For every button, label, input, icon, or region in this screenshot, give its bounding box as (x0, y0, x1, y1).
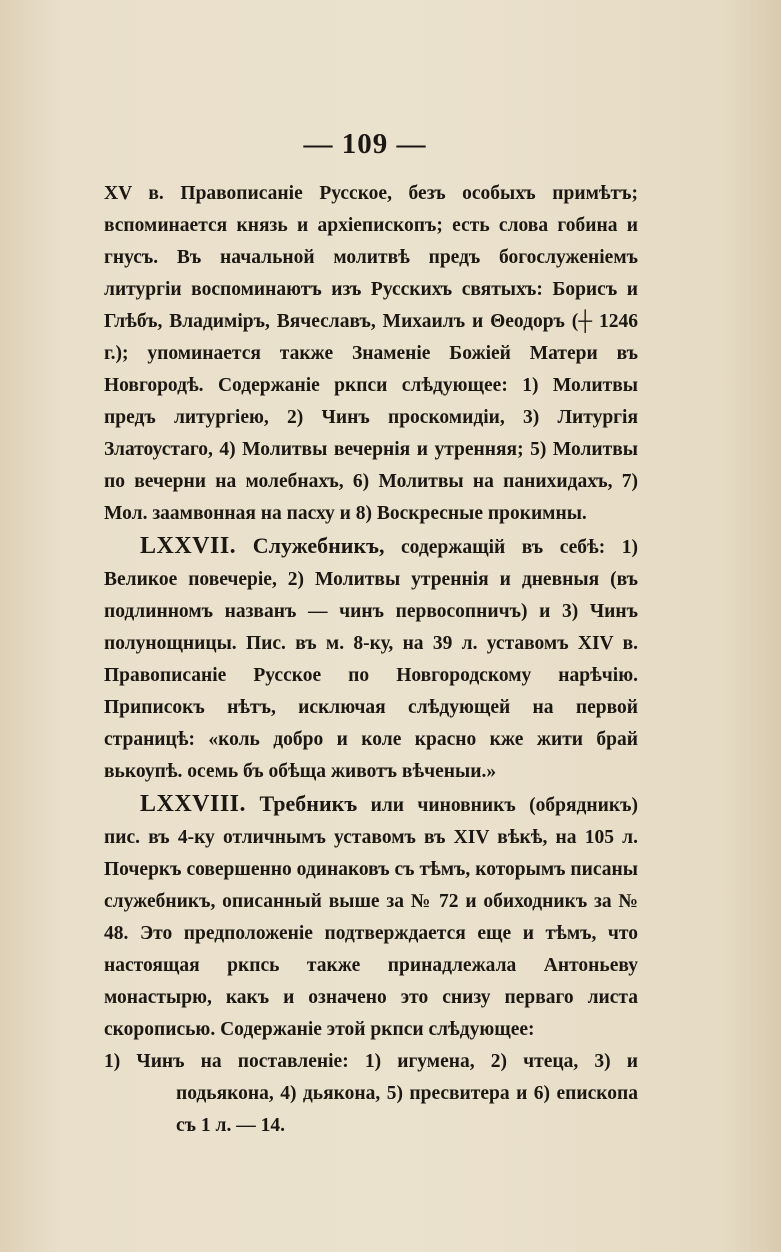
entry-title: Служебникъ, (252, 533, 385, 558)
paragraph-continuation: XV в. Правописаніе Русское, безъ особыхъ примѣтъ; вспоминается князь и архіепископъ; есть слова гобина и гнусъ. Въ начальной молитвѣ предъ богослуженіемъ литургіи воспоминаютъ изъ Русскихъ святыхъ: Борисъ и Глѣбъ, Владиміръ, Вячеславъ, Михаилъ и Θеодоръ (┼ 1246 г.); упоминается также Знаменіе Божіей Матери въ Новгородѣ. Содержаніе ркпси слѣдующее: 1) Молитвы предъ литургіею, 2) Чинъ проскомидіи, 3) Литургія Златоустаго, 4) Молитвы вечернія и утренняя; 5) Молитвы по вечерни на молебнахъ, 6) Молитвы на панихидахъ, 7) Мол. заамвонная на пасху и 8) Воскресные прокимны. (104, 183, 638, 524)
entry-lxxvii (104, 530, 638, 788)
entry-number: LXXVII. (140, 533, 237, 559)
page-number: — 109 — (303, 128, 427, 160)
entry-number: LXXVIII. (140, 791, 247, 817)
entry-body: содержащій въ себѣ: 1) Великое повечеріе, 2) Молитвы утреннія и дневныя (въ подлинномъ названъ — чинъ первосопничъ) и 3) Чинъ полунощницы. Пис. въ м. 8-ку, на 39 л. уставомъ XIV в. Правописаніе Русское по Новгородскому нарѣчію. Приписокъ нѣтъ, исключая слѣдующей на первой страницѣ: «коль добро и коле красно кже жити брай вькоупѣ. осемь бъ обѣща животъ вѣченыи.» (104, 537, 638, 782)
entry-title: Требникъ (259, 791, 358, 816)
entry-lxxviii (104, 788, 638, 1046)
list-item: 1) Чинъ на поставленіе: 1) игумена, 2) чтеца, 3) и подьякона, 4) дьякона, 5) пресвитера и 6) епископа съ 1 л. — 14. (104, 1051, 638, 1136)
page-text (104, 178, 638, 1142)
entry-body: или чиновникъ (обрядникъ) пис. въ 4-ку отличнымъ уставомъ въ XIV вѣкѣ, на 105 л. Почеркъ совершенно одинаковъ съ тѣмъ, которымъ писаны служебникъ, описанный выше за № 72 и обиходникъ за № 48. Это предположеніе подтверждается еще и тѣмъ, что настоящая ркпсь также принадлежала Антоньеву монастырю, какъ и означено это снизу перваго листа скорописью. Содержаніе этой ркпси слѣдующее: (104, 795, 638, 1040)
